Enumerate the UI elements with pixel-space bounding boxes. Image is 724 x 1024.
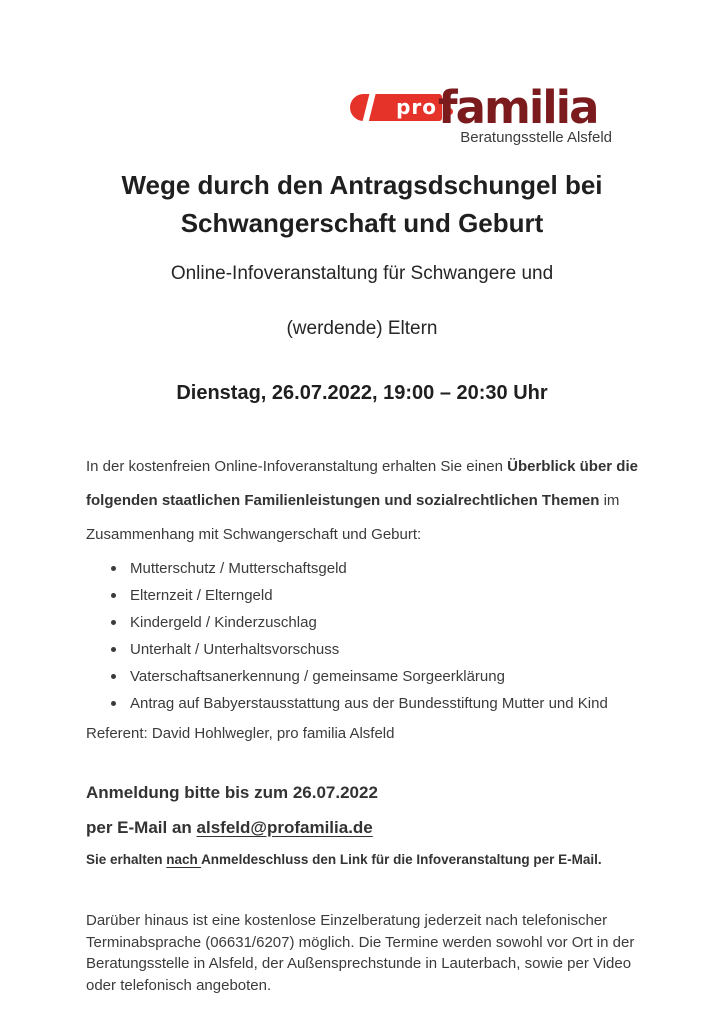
registration-note-part1: Sie erhalten [86,852,167,867]
list-item: Kindergeld / Kinderzuschlag [86,615,638,631]
profamilia-logo [0,0,724,146]
list-item: Vaterschaftsanerkennung / gemeinsame Sorgeerklärung [86,669,638,685]
registration-email-prefix: per E-Mail an [86,818,197,837]
event-subtitle-line1: Online-Infoveranstaltung für Schwangere und [170,263,554,284]
registration-email-line [86,818,638,838]
pill-notch-decoration [362,94,377,121]
intro-text-normal-2: im Zusammenhang mit Schwangerschaft und Geburt: [86,492,620,543]
registration-note-part2: Anmeldeschluss den Link für die Infoveranstaltung per E-Mail. [201,852,602,867]
list-item: Unterhalt / Unterhaltsvorschuss [86,642,638,658]
logo-familia-text: familia [438,81,598,134]
event-datetime: Dienstag, 26.07.2022, 19:00 – 20:30 Uhr [176,382,548,404]
additional-info-paragraph: Darüber hinaus ist eine kostenlose Einzelberatung jederzeit nach telefonischer Terminabsprache (06631/6207) möglich. Die Termine werden sowohl vor Ort in der Beratungsstelle in Alsfeld, der Außensprechstunde in Lauterbach, sowie per Video oder telefonisch angeboten. [86,912,635,994]
registration-block [86,783,638,867]
logo-pro-text: pro [396,95,437,119]
pro-pill-graphic [350,94,442,121]
list-item: Mutterschutz / Mutterschaftsgeld [86,561,638,577]
profamilia-logo-row [350,76,612,134]
page-title-line1: Wege durch den Antragsdschungel bei [121,170,603,200]
list-item: Elternzeit / Elterngeld [86,588,638,604]
page-title-line2: Schwangerschaft und Geburt [180,208,544,238]
intro-text-bold: Überblick über die folgenden staatlichen Familienleistungen und sozialrechtlichen Themen [86,458,638,509]
logo-subtitle: Beratungsstelle Alsfeld [460,129,612,146]
registration-note [86,852,638,867]
referent-line: Referent: David Hohlwegler, pro familia Alsfeld [86,725,395,742]
registration-deadline: Anmeldung bitte bis zum 26.07.2022 [86,783,378,802]
registration-note-underlined: nach [166,852,202,867]
intro-text-normal-1: In der kostenfreien Online-Infoveranstaltung erhalten Sie einen [86,458,508,475]
event-subtitle-line2: (werdende) Eltern [286,318,438,339]
intro-paragraph [86,450,638,552]
page-title [0,166,724,242]
email-link[interactable]: alsfeld@profamilia.de [196,818,373,837]
topics-list [86,561,638,712]
content-area [86,450,638,996]
list-item: Antrag auf Babyerstausstattung aus der Bundesstiftung Mutter und Kind [86,696,638,712]
